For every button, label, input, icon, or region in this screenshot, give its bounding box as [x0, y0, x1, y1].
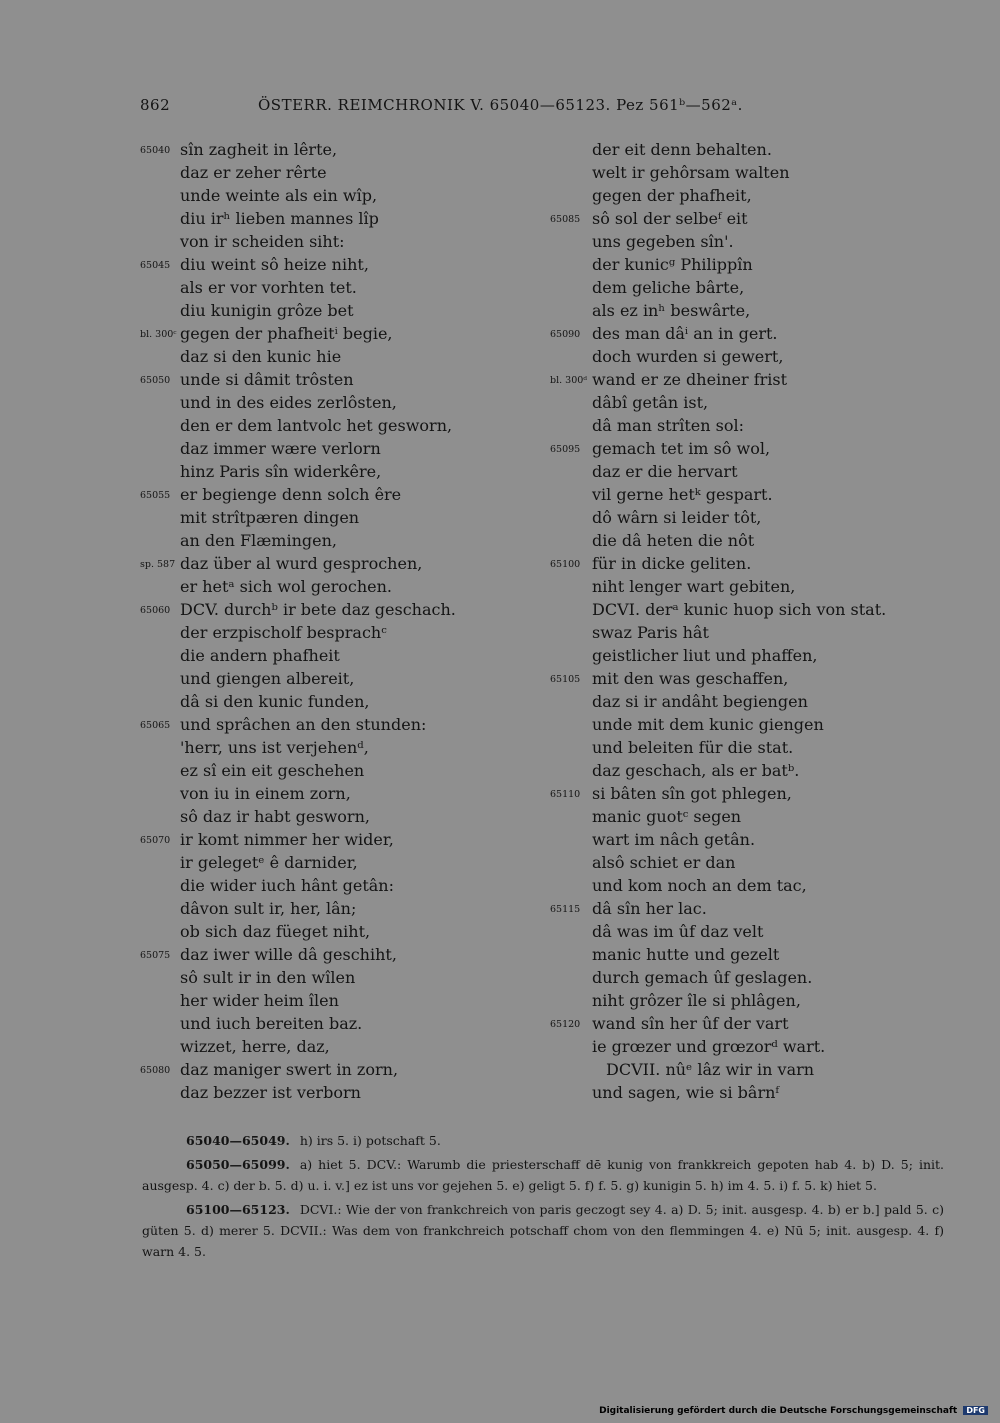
- verse-text: alsô schiet er dan: [592, 853, 736, 872]
- verse-text: und beleiten für die stat.: [592, 738, 794, 757]
- verse-line: [140, 230, 550, 253]
- line-number: 65080: [140, 1065, 171, 1076]
- verse-text: diu kunigin grôze bet: [180, 301, 354, 320]
- verse-text: der eit denn behalten.: [592, 140, 772, 159]
- verse-text: der kunicᵍ Philippîn: [592, 255, 753, 274]
- line-number: 65060: [140, 605, 171, 616]
- verse-line: [140, 966, 550, 989]
- verse-line: [140, 1081, 550, 1104]
- verse-line: [140, 897, 550, 920]
- verse-line: [550, 230, 970, 253]
- verse-text: dô wârn si leider tôt,: [592, 508, 762, 527]
- verse-line: [550, 460, 970, 483]
- verse-text: vil gerne hetᵏ gespart.: [592, 485, 773, 504]
- verse-text: sîn zagheit in lêrte,: [180, 140, 338, 159]
- dfg-credit: [599, 1406, 988, 1416]
- verse-text: welt ir gehôrsam walten: [592, 163, 790, 182]
- footnote-block: [142, 1154, 944, 1196]
- verse-line: [140, 1012, 550, 1035]
- verse-line: [550, 414, 970, 437]
- verse-line: [140, 782, 550, 805]
- verse-text: die wider iuch hânt getân:: [180, 876, 394, 895]
- verse-text: daz geschach, als er batᵇ.: [592, 761, 800, 780]
- verse-line: [550, 253, 970, 276]
- verse-text: DCVII. nûᵉ lâz wir in varn: [606, 1060, 815, 1079]
- verse-text: daz maniger swert in zorn,: [180, 1060, 399, 1079]
- footnote-range: 65040—65049.: [186, 1133, 290, 1148]
- verse-text: daz über al wurd gesprochen,: [180, 554, 423, 573]
- verse-line: [140, 184, 550, 207]
- verse-line: [140, 828, 550, 851]
- verse-text: und giengen albereit,: [180, 669, 355, 688]
- verse-text: die andern phafheit: [180, 646, 340, 665]
- verse-text: dem geliche bârte,: [592, 278, 745, 297]
- verse-line: [550, 644, 970, 667]
- verse-line: [550, 805, 970, 828]
- line-number: 65110: [550, 789, 581, 800]
- footnote-block: [142, 1130, 944, 1151]
- footnote-range: 65100—65123.: [186, 1202, 290, 1217]
- verse-line: [140, 575, 550, 598]
- verse-line: [550, 1058, 970, 1081]
- verse-text: dâ sîn her lac.: [592, 899, 707, 918]
- verse-text: gemach tet im sô wol,: [592, 439, 771, 458]
- verse-text: daz bezzer ist verborn: [180, 1083, 361, 1102]
- verse-line: [550, 1035, 970, 1058]
- verse-text: diu irʰ lieben mannes lîp: [180, 209, 379, 228]
- verse-line: [140, 253, 550, 276]
- verse-line: [140, 552, 550, 575]
- critical-apparatus: [142, 1130, 944, 1265]
- verse-text: den er dem lantvolc het gesworn,: [180, 416, 453, 435]
- line-number: 65070: [140, 835, 171, 846]
- verse-line: [140, 368, 550, 391]
- verse-line: [140, 437, 550, 460]
- verse-line: [550, 828, 970, 851]
- verse-text: wand er ze dheiner frist: [592, 370, 788, 389]
- verse-line: [550, 506, 970, 529]
- verse-text: durch gemach ûf geslagen.: [592, 968, 813, 987]
- verse-line: [140, 322, 550, 345]
- verse-text: des man dâⁱ an in gert.: [592, 324, 778, 343]
- verse-text: dâ si den kunic funden,: [180, 692, 370, 711]
- verse-line: [140, 1035, 550, 1058]
- verse-line: [550, 299, 970, 322]
- line-number: 65040: [140, 145, 171, 156]
- line-number: 65075: [140, 950, 171, 961]
- line-number: 65105: [550, 674, 581, 685]
- verse-line: [140, 460, 550, 483]
- footnote-text: DCVI.: Wie der von frankchreich von paris geczogt sey 4. a) D. 5; init. ausgesp. 4. b) er b.] pald 5. c) güten 5. d) merer 5. DCVII.: Was dem von frankchreich potschaff chom von den flemmingen 4. e) Nū 5; init. ausgesp. 4. f) warn 4. 5.: [142, 1202, 944, 1259]
- line-number: 65095: [550, 444, 581, 455]
- verse-line: [550, 713, 970, 736]
- verse-line: [550, 851, 970, 874]
- verse-text: mit den was geschaffen,: [592, 669, 789, 688]
- verse-line: [140, 138, 550, 161]
- verse-text: ez sî ein eit geschehen: [180, 761, 365, 780]
- verse-line: [550, 598, 970, 621]
- verse-line: [140, 644, 550, 667]
- verse-line: [140, 391, 550, 414]
- verse-text: und in des eides zerlôsten,: [180, 393, 397, 412]
- footnote-range: 65050—65099.: [186, 1157, 290, 1172]
- line-number: sp. 587: [140, 559, 176, 570]
- verse-text: gegen der phafheit,: [592, 186, 752, 205]
- verse-line: [140, 920, 550, 943]
- verse-text: wand sîn her ûf der vart: [592, 1014, 789, 1033]
- verse-text: wizzet, herre, daz,: [180, 1037, 330, 1056]
- verse-text: uns gegeben sîn'.: [592, 232, 734, 251]
- verse-line: [140, 874, 550, 897]
- verse-line: [550, 207, 970, 230]
- verse-line: [550, 322, 970, 345]
- verse-line: [140, 621, 550, 644]
- verse-line: [550, 276, 970, 299]
- line-number: bl. 300ᵈ: [550, 375, 588, 386]
- verse-text: ir gelegetᵉ ê darnider,: [180, 853, 358, 872]
- verse-line: [140, 414, 550, 437]
- verse-text: ob sich daz füeget niht,: [180, 922, 371, 941]
- verse-line: [550, 368, 970, 391]
- verse-line: [140, 690, 550, 713]
- line-number: 65090: [550, 329, 581, 340]
- verse-text: manic hutte und gezelt: [592, 945, 780, 964]
- dfg-logo: DFG: [963, 1406, 988, 1415]
- verse-line: [140, 736, 550, 759]
- verse-line: [140, 759, 550, 782]
- verse-line: [140, 667, 550, 690]
- verse-text: her wider heim îlen: [180, 991, 339, 1010]
- verse-line: [550, 621, 970, 644]
- verse-line: [550, 483, 970, 506]
- verse-text: ie grœzer und grœzorᵈ wart.: [592, 1037, 826, 1056]
- verse-text: si bâten sîn got phlegen,: [592, 784, 792, 803]
- footnote-block: [142, 1199, 944, 1262]
- verse-text: und sagen, wie si bârnᶠ: [592, 1083, 779, 1102]
- verse-line: [140, 989, 550, 1012]
- verse-text: dâvon sult ir, her, lân;: [180, 899, 357, 918]
- verse-line: [140, 805, 550, 828]
- verse-line: [550, 345, 970, 368]
- verse-line: [140, 299, 550, 322]
- verse-line: [550, 391, 970, 414]
- verse-line: [550, 575, 970, 598]
- verse-text: der erzpischolf besprachᶜ: [180, 623, 387, 642]
- verse-text: diu weint sô heize niht,: [180, 255, 369, 274]
- verse-text: unde si dâmit trôsten: [180, 370, 354, 389]
- verse-line: [550, 138, 970, 161]
- verse-line: [550, 552, 970, 575]
- verse-text: als ez inʰ beswârte,: [592, 301, 751, 320]
- verse-text: DCVI. derᵃ kunic huop sich von stat.: [592, 600, 887, 619]
- verse-line: [550, 1012, 970, 1035]
- page-number: 862: [140, 96, 171, 114]
- verse-text: dâ was im ûf daz velt: [592, 922, 764, 941]
- verse-line: [140, 506, 550, 529]
- line-number: 65050: [140, 375, 171, 386]
- verse-text: 'herr, uns ist verjehenᵈ,: [180, 738, 369, 757]
- verse-line: [550, 759, 970, 782]
- verse-line: [140, 713, 550, 736]
- verse-text: niht lenger wart gebiten,: [592, 577, 796, 596]
- verse-text: er hetᵃ sich wol gerochen.: [180, 577, 392, 596]
- footnote-text: a) hiet 5. DCV.: Warumb die priesterschaff dē kunig von frankkreich gepoten hab 4. b) D. 5; init. ausgesp. 4. c) der b. 5. d) u. i. v.] ez ist uns vor gejehen 5. e) geligt 5. f) f. 5. g) kunigin 5. h) im 4. 5. i) f. 5. k) hiet 5.: [142, 1157, 944, 1193]
- verse-text: gegen der phafheitⁱ begie,: [180, 324, 393, 343]
- verse-text: wart im nâch getân.: [592, 830, 756, 849]
- running-title: ÖSTERR. REIMCHRONIK V. 65040—65123. Pez 561ᵇ—562ᵃ.: [258, 96, 743, 114]
- verse-text: als er vor vorhten tet.: [180, 278, 357, 297]
- verse-line: [550, 161, 970, 184]
- dfg-credit-text: Digitalisierung gefördert durch die Deutsche Forschungsgemeinschaft: [599, 1406, 958, 1416]
- verse-line: [550, 736, 970, 759]
- verse-line: [550, 667, 970, 690]
- verse-line: [550, 874, 970, 897]
- verse-line: [550, 943, 970, 966]
- verse-text: swaz Paris hât: [592, 623, 709, 642]
- page-header: [140, 96, 820, 120]
- verse-text: daz si ir andâht begiengen: [592, 692, 808, 711]
- footnote-text: h) irs 5. i) potschaft 5.: [299, 1133, 441, 1148]
- line-number: bl. 300ᶜ: [140, 329, 177, 340]
- verse-text: an den Flæmingen,: [180, 531, 337, 550]
- verse-text: und iuch bereiten baz.: [180, 1014, 363, 1033]
- verse-line: [550, 966, 970, 989]
- verse-line: [140, 529, 550, 552]
- verse-text: daz immer wære verlorn: [180, 439, 381, 458]
- verse-text: und kom noch an dem tac,: [592, 876, 807, 895]
- verse-line: [140, 1058, 550, 1081]
- verse-line: [140, 483, 550, 506]
- verse-text: daz er zeher rêrte: [180, 163, 327, 182]
- verse-text: für in dicke geliten.: [592, 554, 752, 573]
- verse-line: [140, 851, 550, 874]
- verse-text: von ir scheiden siht:: [180, 232, 345, 251]
- verse-text: daz er die hervart: [592, 462, 738, 481]
- verse-text: ir komt nimmer her wider,: [180, 830, 394, 849]
- verse-text: DCV. durchᵇ ir bete daz geschach.: [180, 600, 456, 619]
- verse-line: [140, 161, 550, 184]
- line-number: 65045: [140, 260, 171, 271]
- verse-text: er begienge denn solch êre: [180, 485, 402, 504]
- verse-line: [550, 989, 970, 1012]
- verse-line: [550, 529, 970, 552]
- verse-text: geistlicher liut und phaffen,: [592, 646, 818, 665]
- verse-text: daz iwer wille dâ geschiht,: [180, 945, 397, 964]
- line-number: 65115: [550, 904, 581, 915]
- verse-text: doch wurden si gewert,: [592, 347, 784, 366]
- verse-text: niht grôzer île si phlâgen,: [592, 991, 801, 1010]
- verse-line: [550, 437, 970, 460]
- verse-line: [550, 184, 970, 207]
- verse-text: sô daz ir habt gesworn,: [180, 807, 370, 826]
- verse-line: [550, 690, 970, 713]
- verse-line: [140, 943, 550, 966]
- verse-line: [550, 782, 970, 805]
- verse-text: und sprâchen an den stunden:: [180, 715, 427, 734]
- verse-text: mit strîtpæren dingen: [180, 508, 360, 527]
- verse-text: unde mit dem kunic giengen: [592, 715, 824, 734]
- verse-line: [140, 345, 550, 368]
- line-number: 65120: [550, 1019, 581, 1030]
- verse-text: unde weinte als ein wîp,: [180, 186, 378, 205]
- verse-text: hinz Paris sîn widerkêre,: [180, 462, 382, 481]
- verse-line: [550, 897, 970, 920]
- verse-text: dâbî getân ist,: [592, 393, 709, 412]
- verse-text: von iu in einem zorn,: [180, 784, 351, 803]
- verse-line: [140, 276, 550, 299]
- left-verse-column: [140, 138, 550, 1104]
- verse-text: sô sol der selbeᶠ eit: [592, 209, 748, 228]
- line-number: 65100: [550, 559, 581, 570]
- verse-text: daz si den kunic hie: [180, 347, 342, 366]
- verse-line: [550, 920, 970, 943]
- verse-text: sô sult ir in den wîlen: [180, 968, 356, 987]
- verse-line: [140, 598, 550, 621]
- line-number: 65065: [140, 720, 171, 731]
- verse-text: die dâ heten die nôt: [592, 531, 755, 550]
- line-number: 65055: [140, 490, 171, 501]
- right-verse-column: [550, 138, 970, 1104]
- line-number: 65085: [550, 214, 581, 225]
- verse-text: dâ man strîten sol:: [592, 416, 745, 435]
- verse-text: manic guotᶜ segen: [592, 807, 742, 826]
- verse-line: [140, 207, 550, 230]
- verse-line: [550, 1081, 970, 1104]
